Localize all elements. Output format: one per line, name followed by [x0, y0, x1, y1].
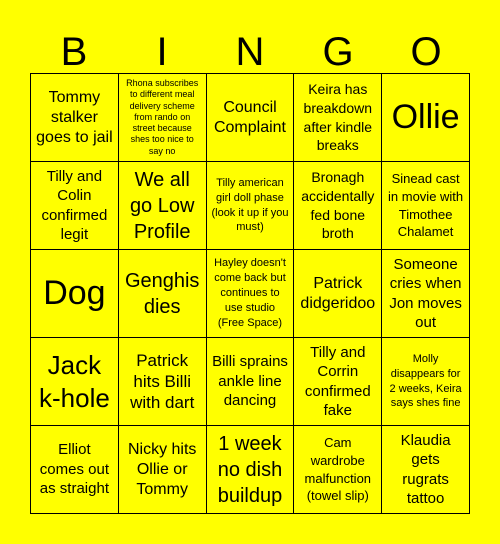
bingo-cell[interactable]: Hayley doesn't come back but continues to use studio (Free Space) [207, 250, 295, 338]
bingo-cell[interactable]: Nicky hits Ollie or Tommy [119, 426, 207, 514]
bingo-cell[interactable]: Tilly and Colin confirmed legit [31, 162, 119, 250]
bingo-cell[interactable]: Rhona subscribes to different meal delivery scheme from rando on street because shes too nice to say no [119, 74, 207, 162]
header-letter-b: B [60, 30, 88, 74]
header-letter-n: N [235, 30, 265, 74]
header-letter-g: G [322, 30, 354, 74]
bingo-header [30, 30, 470, 74]
bingo-cell[interactable]: Bronagh accidentally fed bone broth [294, 162, 382, 250]
bingo-grid [30, 73, 470, 514]
bingo-cell[interactable]: Molly disappears for 2 weeks, Keira says shes fine [382, 338, 470, 426]
bingo-cell[interactable]: Patrick hits Billi with dart [119, 338, 207, 426]
bingo-cell[interactable]: We all go Low Profile [119, 162, 207, 250]
bingo-cell[interactable]: Klaudia gets rugrats tattoo [382, 426, 470, 514]
header-letter-i: I [156, 30, 168, 74]
bingo-cell[interactable]: Council Complaint [207, 74, 295, 162]
bingo-cell[interactable]: Tilly american girl doll phase (look it up if you must) [207, 162, 295, 250]
bingo-cell[interactable]: Billi sprains ankle line dancing [207, 338, 295, 426]
bingo-cell[interactable]: Genghis dies [119, 250, 207, 338]
bingo-cell[interactable]: Someone cries when Jon moves out [382, 250, 470, 338]
bingo-cell[interactable]: Elliot comes out as straight [31, 426, 119, 514]
bingo-cell[interactable]: Dog [31, 250, 119, 338]
bingo-cell[interactable]: Cam wardrobe malfunction (towel slip) [294, 426, 382, 514]
bingo-cell[interactable]: Ollie [382, 74, 470, 162]
bingo-cell[interactable]: Keira has breakdown after kindle breaks [294, 74, 382, 162]
bingo-cell[interactable]: Sinead cast in movie with Timothee Chalamet [382, 162, 470, 250]
bingo-cell[interactable]: Jack k-hole [31, 338, 119, 426]
header-letter-o: O [410, 30, 442, 74]
bingo-cell[interactable]: Tommy stalker goes to jail [31, 74, 119, 162]
bingo-cell[interactable]: 1 week no dish buildup [207, 426, 295, 514]
bingo-cell[interactable]: Patrick didgeridoo [294, 250, 382, 338]
bingo-cell[interactable]: Tilly and Corrin confirmed fake [294, 338, 382, 426]
